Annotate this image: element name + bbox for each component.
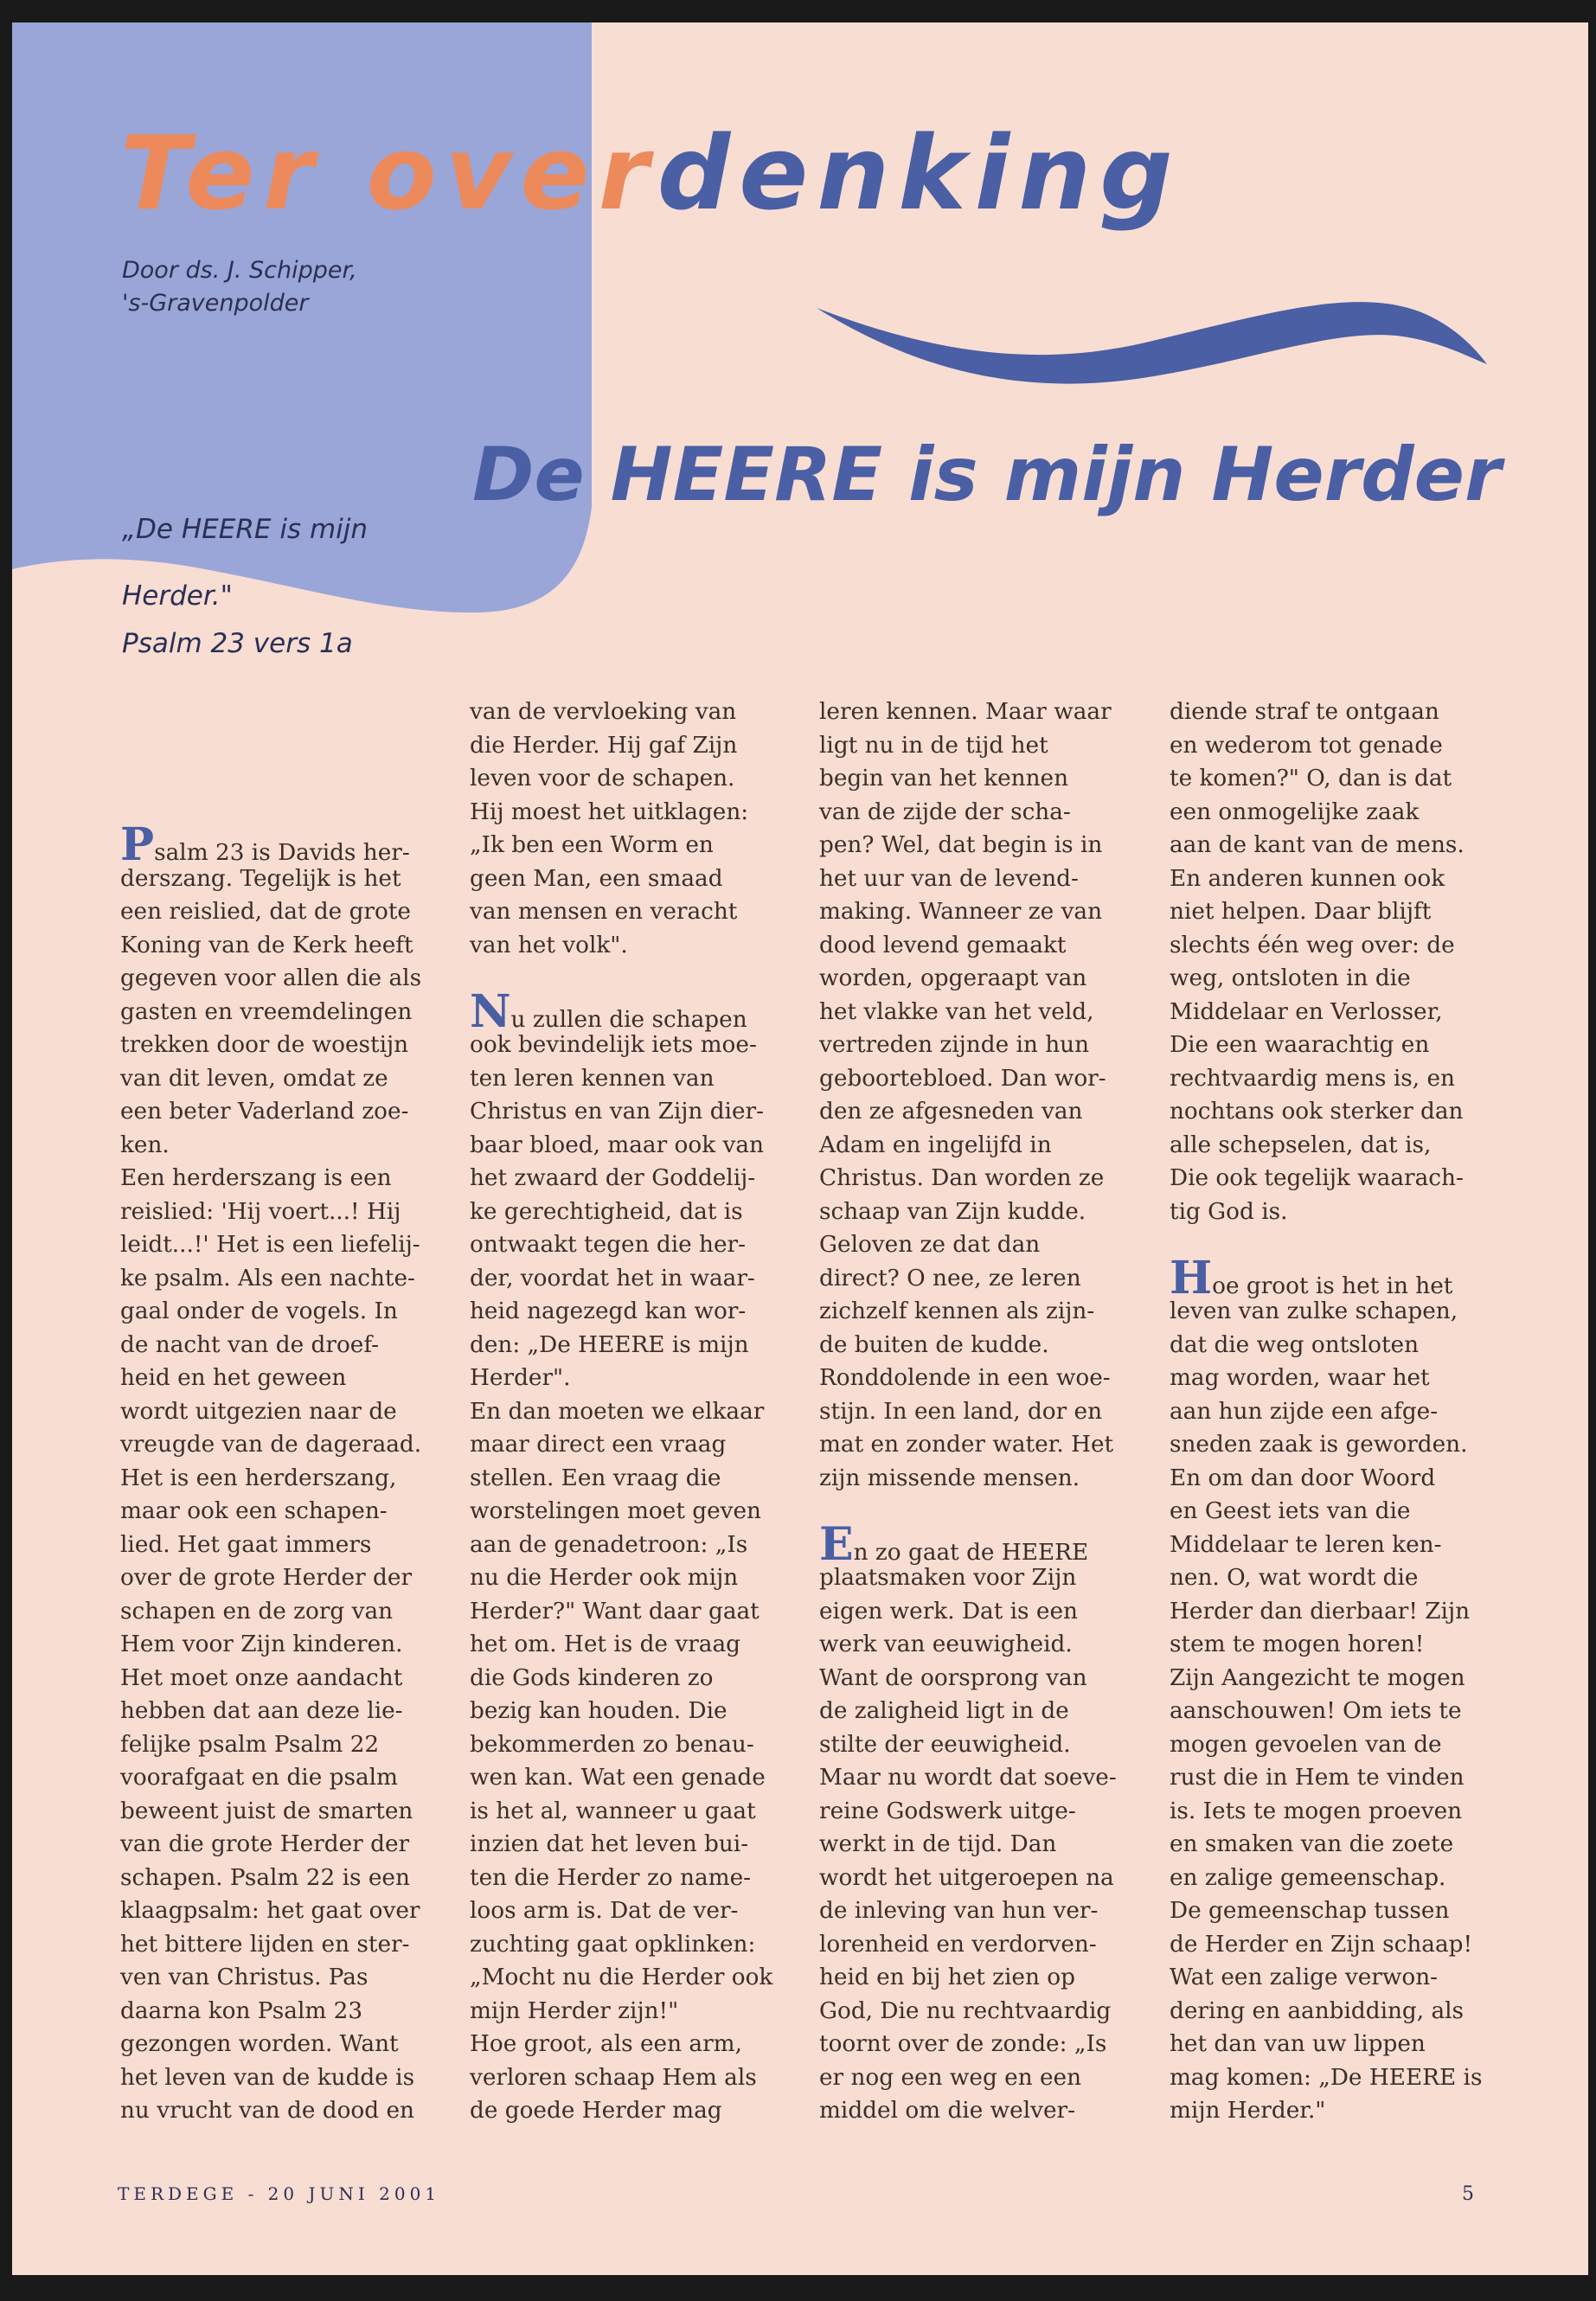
text-line: Maar nu wordt dat soeve-: [819, 1765, 1117, 1791]
text-line: dat die weg ontsloten: [1170, 1331, 1420, 1358]
text-line: eigen werk. Dat is een: [819, 1598, 1078, 1625]
text-line: schaap van Zijn kudde.: [819, 1198, 1086, 1225]
article-column-3: [819, 695, 1152, 2128]
scripture-quote: „De HEERE is mijn Herder.": [122, 514, 369, 612]
text-line: en Geest iets van die: [1170, 1498, 1411, 1524]
text-line: wordt het uitgeroepen na: [819, 1864, 1114, 1891]
text-line: dering en aanbidding, als: [1170, 1997, 1465, 2024]
text-line: [120, 729, 453, 763]
text-line: gezongen worden. Want: [120, 2031, 399, 2057]
text-line: mijn Herder zijn!": [470, 1997, 679, 2024]
text-line: Die een waarachtig en: [1170, 1032, 1430, 1058]
text-line: aan hun zijde een afge-: [1170, 1398, 1439, 1425]
article-column-4: [1170, 695, 1503, 2128]
text-line: ke gerechtigheid, dat is: [470, 1198, 743, 1225]
text-line: lied. Het gaat immers: [120, 1531, 372, 1558]
text-line: bekommerden zo benau-: [470, 1731, 754, 1758]
text-line: Middelaar en Verlosser,: [1170, 998, 1443, 1025]
text-line: reine Godswerk uitge-: [819, 1798, 1076, 1824]
text-line: Hoe groot is het in het: [1170, 1251, 1453, 1304]
text-line: een beter Vaderland zoe-: [120, 1099, 409, 1125]
text-line: ook bevindelijk iets moe-: [470, 1032, 757, 1058]
text-line: trekken door de woestijn: [120, 1032, 409, 1058]
text-line: is. Iets te mogen proeven: [1170, 1798, 1463, 1824]
publication-footer: TERDEGE - 20 JUNI 2001: [118, 2183, 441, 2204]
text-line: geen Man, een smaad: [470, 865, 723, 892]
text-line: leven voor de schapen.: [470, 766, 735, 792]
text-line: bezig kan houden. Die: [470, 1698, 727, 1724]
text-line: maar direct een vraag: [470, 1432, 727, 1458]
text-line: tig God is.: [1170, 1198, 1288, 1225]
text-line: ligt nu in de tijd het: [819, 732, 1048, 759]
text-line: zichzelf kennen als zijn-: [819, 1298, 1095, 1324]
text-line: te komen?" O, dan is dat: [1170, 766, 1452, 792]
text-line: Koning van de Kerk heeft: [120, 932, 413, 958]
text-line: Die ook tegelijk waarach-: [1170, 1165, 1464, 1191]
text-line: het bittere lijden en ster-: [120, 1931, 410, 1958]
text-line: is het al, wanneer u gaat: [470, 1798, 756, 1824]
text-line: Middelaar te leren ken-: [1170, 1531, 1442, 1558]
text-line: „Mocht nu die Herder ook: [470, 1965, 773, 1990]
drop-cap: H: [1170, 1251, 1213, 1304]
text-line: derszang. Tegelijk is het: [120, 865, 401, 892]
scripture-reference: Psalm 23 vers 1a: [122, 628, 353, 659]
text-line: [120, 796, 453, 830]
section-title-part2: denking: [657, 113, 1182, 233]
text-line: God, Die nu rechtvaardig: [819, 1997, 1112, 2024]
text-line: van dit leven, omdat ze: [120, 1065, 388, 1092]
text-line: middel om die welver-: [819, 2098, 1075, 2124]
text-line: Geloven ze dat dan: [819, 1232, 1041, 1258]
text-line: die Gods kinderen zo: [470, 1664, 714, 1691]
text-line: stellen. Een vraag die: [470, 1465, 721, 1491]
text-line: den ze afgesneden van: [819, 1099, 1083, 1125]
text-line: van de vervloeking van: [470, 699, 737, 725]
text-line: nochtans ook sterker dan: [1170, 1099, 1464, 1125]
text-line: de buiten de kudde.: [819, 1331, 1049, 1358]
text-line: heid nagezegd kan wor-: [470, 1298, 747, 1324]
text-line: der, voordat het in waar-: [470, 1265, 755, 1292]
text-line: sneden zaak is geworden.: [1170, 1432, 1468, 1458]
text-line: Psalm 23 is Davids her-: [120, 818, 410, 871]
text-line: Een herderszang is een: [120, 1165, 392, 1191]
text-line: Nu zullen die schapen: [470, 984, 747, 1038]
text-line: mat en zonder water. Het: [819, 1432, 1114, 1458]
text-line: van die grote Herder der: [120, 1831, 410, 1857]
text-line: daarna kon Psalm 23: [120, 1997, 363, 2024]
text-line: werkt in de tijd. Dan: [819, 1831, 1057, 1857]
article-column-1: [120, 695, 453, 2128]
text-line: [120, 695, 453, 729]
text-line: [1170, 1228, 1503, 1262]
text-line: ontwaakt tegen die her-: [470, 1232, 747, 1258]
text-line: alle schepselen, dat is,: [1170, 1131, 1432, 1158]
text-line: van het volk".: [470, 932, 628, 958]
wave-top-decoration: [817, 302, 1487, 383]
text-line: Christus. Dan worden ze: [819, 1165, 1105, 1191]
text-line: En anderen kunnen ook: [1170, 865, 1445, 892]
author-byline: [122, 254, 357, 320]
text-line: vreugde van de dageraad.: [120, 1432, 422, 1458]
text-line: Hij moest het uitklagen:: [470, 798, 749, 825]
text-line: die Herder. Hij gaf Zijn: [470, 732, 738, 759]
text-line: En om dan door Woord: [1170, 1465, 1436, 1491]
text-line: aan de genadetroon: „Is: [470, 1531, 748, 1558]
article-column-2: [470, 695, 803, 2128]
text-line: rechtvaardig mens is, en: [1170, 1065, 1455, 1092]
text-line: en smaken van die zoete: [1170, 1831, 1454, 1857]
text-line: het vlakke van het veld,: [819, 998, 1094, 1025]
text-line: En zo gaat de HEERE: [819, 1517, 1089, 1571]
text-line: werk van eeuwigheid.: [819, 1631, 1073, 1657]
text-line: direct? O nee, ze leren: [819, 1265, 1081, 1292]
text-line: toornt over de zonde: „Is: [819, 2031, 1107, 2057]
text-line: De gemeenschap tussen: [1170, 1898, 1450, 1924]
text-line: het uur van de levend-: [819, 865, 1079, 892]
text-line: van mensen en veracht: [470, 899, 738, 925]
text-line: het dan van uw lippen: [1170, 2031, 1426, 2057]
text-line: verloren schaap Hem als: [470, 2064, 757, 2091]
text-line: het zwaard der Goddelij-: [470, 1165, 756, 1191]
drop-cap: P: [120, 818, 155, 871]
text-line: stilte der eeuwigheid.: [819, 1731, 1071, 1758]
text-line: ken.: [120, 1131, 170, 1158]
text-line: schapen en de zorg van: [120, 1598, 394, 1625]
text-line: Adam en ingelijfd in: [819, 1131, 1052, 1158]
text-line: baar bloed, maar ook van: [470, 1131, 764, 1158]
section-title-part1: Ter over: [120, 113, 657, 233]
text-line: felijke psalm Psalm 22: [120, 1731, 380, 1758]
text-line: gegeven voor allen die als: [120, 965, 422, 991]
section-title: [120, 113, 1182, 233]
text-line: En dan moeten we elkaar: [470, 1398, 765, 1425]
text-line: lorenheid en verdorven-: [819, 1931, 1097, 1958]
text-line: [470, 962, 803, 996]
text-line: slechts één weg over: de: [1170, 932, 1455, 958]
text-line: niet helpen. Daar blijft: [1170, 899, 1432, 925]
text-line: ten leren kennen van: [470, 1065, 715, 1092]
text-line: aanschouwen! Om iets te: [1170, 1698, 1462, 1724]
text-line: heid en het geween: [120, 1365, 347, 1391]
text-line: weg, ontsloten in die: [1170, 965, 1411, 991]
text-line: rust die in Hem te vinden: [1170, 1765, 1465, 1791]
text-line: vertreden zijnde in hun: [819, 1032, 1090, 1058]
text-line: Want de oorsprong van: [819, 1664, 1087, 1691]
text-line: den: „De HEERE is mijn: [470, 1331, 749, 1358]
text-line: geboortebloed. Dan wor-: [819, 1065, 1106, 1092]
text-line: [120, 762, 453, 796]
text-line: Wat een zalige verwon-: [1170, 1965, 1439, 1990]
text-line: Het moet onze aandacht: [120, 1664, 403, 1691]
text-line: Ronddolende in een woe-: [819, 1365, 1111, 1391]
text-line: inzien dat het leven bui-: [470, 1831, 749, 1857]
text-line: stijn. In een land, dor en: [819, 1398, 1103, 1425]
text-line: ven van Christus. Pas: [120, 1965, 369, 1990]
text-line: worstelingen moet geven: [470, 1498, 761, 1524]
text-line: hebben dat aan deze lie-: [120, 1698, 403, 1724]
article-title: De HEERE is mijn Herder: [472, 432, 1502, 518]
text-line: het leven van de kudde is: [120, 2064, 415, 2091]
text-line: nu die Herder ook mijn: [470, 1565, 739, 1591]
text-line: maar ook een schapen-: [120, 1498, 388, 1524]
text-line: Hoe groot, als een arm,: [470, 2031, 742, 2057]
text-line: zijn missende mensen.: [819, 1465, 1080, 1491]
text-line: de goede Herder mag: [470, 2098, 722, 2124]
text-line: Christus en van Zijn dier-: [470, 1099, 764, 1125]
author-location: 's-Gravenpolder: [122, 290, 309, 317]
text-line: loos arm is. Dat de ver-: [470, 1898, 739, 1924]
text-line: dood levend gemaakt: [819, 932, 1067, 958]
text-line: mag worden, waar het: [1170, 1365, 1430, 1391]
author-name: Door ds. J. Schipper,: [122, 257, 357, 284]
text-line: Het is een herderszang,: [120, 1465, 397, 1491]
text-line: de Herder en Zijn schaap!: [1170, 1931, 1473, 1958]
text-line: „Ik ben een Worm en: [470, 832, 714, 858]
text-line: er nog een weg en een: [819, 2064, 1082, 2091]
text-line: de inleving van hun ver-: [819, 1898, 1099, 1924]
text-line: klaagpsalm: het gaat over: [120, 1898, 420, 1924]
text-line: en wederom tot genade: [1170, 732, 1443, 759]
text-line: mijn Herder.": [1170, 2098, 1326, 2124]
text-line: beweent juist de smarten: [120, 1798, 413, 1824]
text-line: nu vrucht van de dood en: [120, 2098, 414, 2124]
text-line: en zalige gemeenschap.: [1170, 1864, 1446, 1891]
text-line: Herder dan dierbaar! Zijn: [1170, 1598, 1471, 1625]
text-line: wordt uitgezien naar de: [120, 1398, 397, 1425]
text-line: heid en bij het zien op: [819, 1965, 1075, 1990]
text-line: wen kan. Wat een genade: [470, 1765, 766, 1791]
text-line: reislied: 'Hij voert...! Hij: [120, 1198, 401, 1225]
text-line: leidt...!' Het is een liefelij-: [120, 1232, 420, 1258]
magazine-page: [12, 22, 1588, 2275]
text-line: leren kennen. Maar waar: [819, 699, 1112, 725]
text-line: nen. O, wat wordt die: [1170, 1565, 1419, 1591]
text-line: worden, opgeraapt van: [819, 965, 1087, 991]
text-line: mogen gevoelen van de: [1170, 1731, 1442, 1758]
text-line: van de zijde der scha-: [819, 798, 1071, 825]
text-line: over de grote Herder der: [120, 1565, 413, 1591]
text-line: Hem voor Zijn kinderen.: [120, 1631, 403, 1657]
text-line: de zaligheid ligt in de: [819, 1698, 1069, 1724]
text-line: plaatsmaken voor Zijn: [819, 1565, 1077, 1591]
text-line: making. Wanneer ze van: [819, 899, 1103, 925]
text-line: het om. Het is de vraag: [470, 1631, 740, 1657]
text-line: gasten en vreemdelingen: [120, 998, 413, 1025]
text-line: de nacht van de droef-: [120, 1331, 380, 1358]
text-line: voorafgaat en die psalm: [120, 1765, 398, 1791]
text-line: leven van zulke schapen,: [1170, 1298, 1458, 1324]
text-line: stem te mogen horen!: [1170, 1631, 1425, 1657]
text-line: een reislied, dat de grote: [120, 899, 411, 925]
text-line: Zijn Aangezicht te mogen: [1170, 1664, 1465, 1691]
text-line: zuchting gaat opklinken:: [470, 1931, 756, 1958]
text-line: begin van het kennen: [819, 766, 1069, 792]
text-line: een onmogelijke zaak: [1170, 798, 1420, 825]
text-line: gaal onder de vogels. In: [120, 1298, 398, 1324]
page-number: 5: [1462, 2183, 1474, 2205]
text-line: ke psalm. Als een nachte-: [120, 1265, 415, 1292]
text-line: schapen. Psalm 22 is een: [120, 1864, 410, 1891]
text-line: mag komen: „De HEERE is: [1170, 2064, 1483, 2091]
drop-cap: E: [819, 1517, 854, 1571]
text-line: ten die Herder zo name-: [470, 1864, 752, 1891]
text-line: pen? Wel, dat begin is in: [819, 832, 1103, 858]
text-line: Herder".: [470, 1365, 571, 1391]
text-line: [819, 1495, 1152, 1529]
drop-cap: N: [470, 984, 511, 1038]
text-line: diende straf te ontgaan: [1170, 699, 1439, 725]
text-line: Herder?" Want daar gaat: [470, 1598, 760, 1625]
text-line: aan de kant van de mens.: [1170, 832, 1465, 858]
